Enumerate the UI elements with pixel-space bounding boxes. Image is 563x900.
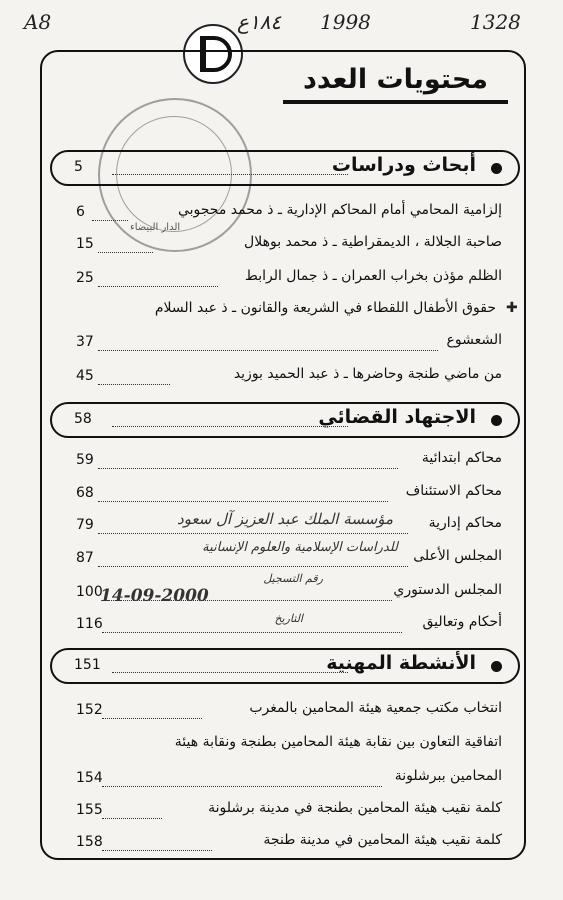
leader-dots (98, 501, 388, 502)
list-item (62, 800, 510, 824)
section-title: الأنشطة المهنية (326, 652, 476, 674)
bullet-icon (491, 415, 502, 426)
leader-dots (112, 426, 348, 427)
entry-text: اتفاقية التعاون بين نقابة هيئة المحامين بطنجة ونقابة هيئة (174, 734, 502, 750)
list-item (62, 450, 510, 474)
list-item (62, 234, 510, 258)
leader-dots (98, 533, 408, 534)
leader-dots (98, 350, 438, 351)
stamp-text: الدار البيضاء (130, 222, 181, 233)
entry-page: 100 (76, 584, 103, 600)
library-stamp-line2: للدراسات الإسلامية والعلوم الإنسانية (202, 540, 398, 555)
handwritten-code: ١٨٤ع (237, 10, 282, 34)
library-stamp-line1: مؤسسة الملك عبد العزيز آل سعود (177, 510, 393, 528)
entry-page: 59 (76, 452, 94, 468)
entry-text: محاكم إدارية (428, 515, 502, 531)
section-page: 151 (74, 657, 101, 673)
entry-text: انتخاب مكتب جمعية هيئة المحامين بالمغرب (249, 700, 502, 716)
entry-text: أحكام وتعاليق (422, 614, 502, 630)
list-item (62, 268, 510, 292)
entry-text: المجلس الأعلى (413, 548, 502, 564)
section-research (50, 150, 520, 186)
section-page: 5 (74, 159, 83, 175)
section-title: أبحاث ودراسات (331, 154, 476, 176)
entry-text: إلزامية المحامي أمام المحاكم الإدارية ـ ذ محمد محجوبي (177, 202, 502, 218)
bullet-icon (491, 163, 502, 174)
section-title: الاجتهاد القضائي (318, 406, 476, 428)
library-stamp-line3: رقم التسجيل (263, 572, 323, 585)
leader-dots (102, 818, 162, 819)
leader-dots (92, 220, 128, 221)
leader-dots (102, 718, 202, 719)
list-item (62, 483, 510, 507)
entry-page: 37 (76, 334, 94, 350)
entry-text: كلمة نقيب هيئة المحامين بطنجة في مدينة برشلونة (208, 800, 502, 816)
section-professional-activities (50, 648, 520, 684)
entry-page: 15 (76, 236, 94, 252)
list-item (62, 768, 510, 792)
handwritten-right-number: 1328 (470, 10, 521, 34)
leader-dots (98, 566, 408, 567)
list-item (62, 300, 510, 324)
list-item (62, 832, 510, 856)
leader-dots (112, 174, 348, 175)
entry-text: الظلم مؤذن بخراب العمران ـ ذ جمال الرابط (244, 268, 502, 284)
list-item (62, 734, 510, 758)
leader-dots (102, 632, 402, 633)
entry-text: محاكم الاستئناف (405, 483, 502, 499)
leader-dots (112, 672, 348, 673)
cross-mark-icon: ✚ (506, 300, 518, 316)
entry-text: المحامين ببرشلونة (394, 768, 502, 784)
entry-page: 79 (76, 517, 94, 533)
section-page: 58 (74, 411, 92, 427)
leader-dots (98, 468, 398, 469)
entry-page: 158 (76, 834, 103, 850)
entry-page: 116 (76, 616, 103, 632)
bullet-icon (491, 661, 502, 672)
entry-text: كلمة نقيب هيئة المحامين في مدينة طنجة (263, 832, 502, 848)
entry-page: 68 (76, 485, 94, 501)
leader-dots (98, 286, 218, 287)
library-stamp-line4: التاريخ (274, 612, 303, 625)
leader-dots (98, 252, 153, 253)
list-item (62, 366, 510, 390)
page-title: محتويات العدد (302, 64, 489, 95)
entry-text: محاكم ابتدائية (421, 450, 502, 466)
list-item (62, 332, 510, 356)
list-item (62, 700, 510, 724)
handwritten-date: 14-09-2000 (100, 586, 209, 606)
entry-page: 87 (76, 550, 94, 566)
entry-page: 155 (76, 802, 103, 818)
entry-page: 6 (76, 204, 85, 220)
entry-page: 25 (76, 270, 94, 286)
section-jurisprudence (50, 402, 520, 438)
entry-page: 152 (76, 702, 103, 718)
handwritten-year: 1998 (320, 10, 371, 34)
entry-text: الشعشوع (446, 332, 502, 348)
title-underline (283, 100, 508, 104)
entry-text: صاحبة الجلالة ، الديمقراطية ـ ذ محمد بوهلال (244, 234, 502, 250)
entry-text: حقوق الأطفال اللقطاء في الشريعة والقانون ـ ذ عبد السلام (154, 300, 496, 316)
entry-text: من ماضي طنجة وحاضرها ـ ذ عبد الحميد بوزيد (233, 366, 502, 382)
entry-page: 45 (76, 368, 94, 384)
leader-dots (102, 850, 212, 851)
entry-text: المجلس الدستوري (393, 582, 502, 598)
entry-page: 154 (76, 770, 103, 786)
leader-dots (98, 384, 170, 385)
leader-dots (102, 786, 382, 787)
handwritten-left-number: A8 (24, 10, 52, 34)
list-item (62, 202, 510, 226)
